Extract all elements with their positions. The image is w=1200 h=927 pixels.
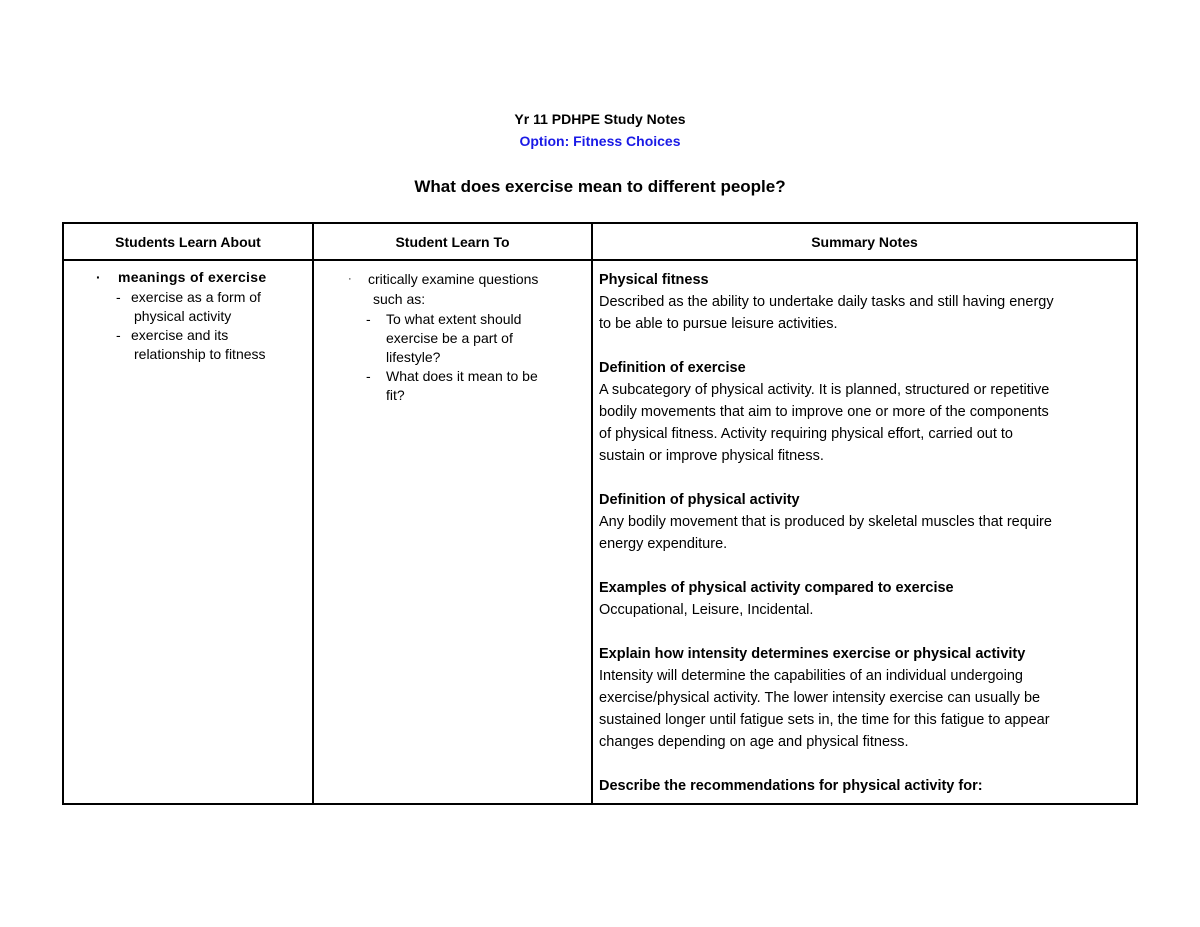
learn-to-cell	[314, 270, 591, 405]
learn-to-sub-line: What does it mean to be	[386, 368, 538, 384]
header-learn-to: Student Learn To	[395, 234, 510, 250]
note-line: Occupational, Leisure, Incidental.	[599, 602, 814, 618]
dash-marker: -	[116, 289, 121, 305]
note-line: bodily movements that aim to improve one or more of the components	[599, 404, 1049, 420]
learn-about-cell	[64, 268, 312, 364]
learn-about-sub-line: exercise as a form of	[131, 289, 261, 305]
note-line: sustained longer until fatigue sets in, the time for this fatigue to appear	[599, 712, 1050, 728]
header-learn-about: Students Learn About	[115, 234, 261, 250]
note-heading: Definition of physical activity	[599, 492, 800, 508]
note-heading: Physical fitness	[599, 272, 709, 288]
note-line: Intensity will determine the capabilities of an individual undergoing	[599, 668, 1023, 684]
note-line: Any bodily movement that is produced by skeletal muscles that require	[599, 514, 1052, 530]
learn-to-main: such as:	[373, 291, 426, 307]
note-heading: Definition of exercise	[599, 360, 746, 376]
dash-marker: -	[366, 368, 371, 384]
note-block	[599, 269, 1129, 335]
dash-marker: -	[366, 311, 371, 327]
note-line: Described as the ability to undertake daily tasks and still having energy	[599, 294, 1054, 310]
learn-about-main: meanings of exercise	[118, 269, 267, 285]
note-block	[599, 489, 1129, 555]
note-block	[599, 643, 1129, 753]
note-block	[599, 357, 1129, 467]
note-line: energy expenditure.	[599, 536, 728, 552]
note-line: to be able to pursue leisure activities.	[599, 316, 838, 332]
note-heading: Describe the recommendations for physical activity for:	[599, 778, 983, 794]
bullet-icon: ·	[348, 273, 352, 285]
learn-to-sub-line: To what extent should	[386, 311, 522, 327]
notes-table	[62, 222, 1138, 805]
learn-about-sub-line: physical activity	[134, 308, 232, 324]
note-block	[599, 577, 1129, 621]
option-subtitle: Option: Fitness Choices	[519, 133, 681, 149]
learn-to-main: critically examine questions	[368, 271, 539, 287]
header-summary-notes: Summary Notes	[811, 234, 918, 250]
bullet-icon: ·	[96, 269, 101, 285]
note-line: of physical fitness. Activity requiring physical effort, carried out to	[599, 426, 1013, 442]
note-line: sustain or improve physical fitness.	[599, 448, 824, 464]
section-question: What does exercise mean to different people?	[414, 177, 786, 196]
summary-notes-cell	[599, 269, 1129, 797]
note-block	[599, 775, 1129, 797]
learn-to-sub-line: lifestyle?	[386, 349, 441, 365]
note-line: changes depending on age and physical fitness.	[599, 734, 909, 750]
learn-to-sub-line: exercise be a part of	[386, 330, 513, 346]
document-title: Yr 11 PDHPE Study Notes	[514, 111, 686, 127]
note-line: exercise/physical activity. The lower intensity exercise can usually be	[599, 690, 1041, 706]
note-heading: Explain how intensity determines exercise or physical activity	[599, 646, 1026, 662]
column-divider	[591, 224, 593, 803]
learn-to-sub-line: fit?	[386, 387, 405, 403]
dash-marker: -	[116, 327, 121, 343]
learn-about-sub-line: relationship to fitness	[134, 346, 266, 362]
learn-about-sub-line: exercise and its	[131, 327, 229, 343]
note-heading: Examples of physical activity compared to exercise	[599, 580, 954, 596]
note-line: A subcategory of physical activity. It is planned, structured or repetitive	[599, 382, 1050, 398]
